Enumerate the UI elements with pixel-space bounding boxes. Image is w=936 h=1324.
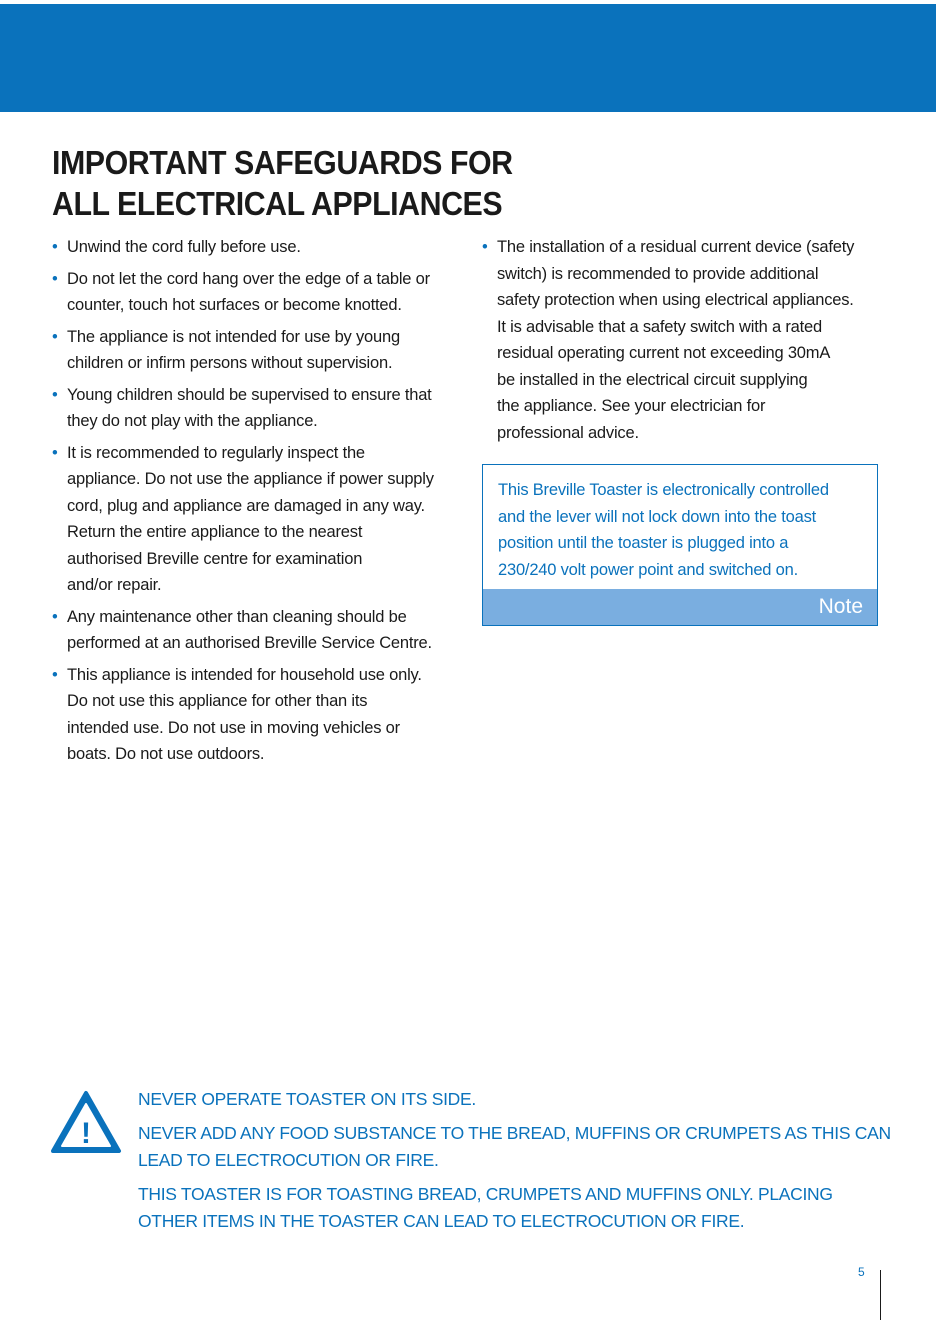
list-item-text: Do not let the cord hang over the edge of a table or counter, touch hot surfaces or become knotted. xyxy=(67,269,430,314)
warning-line: NEVER OPERATE TOASTER ON ITS SIDE. xyxy=(138,1089,476,1109)
note-box xyxy=(482,464,878,626)
list-item xyxy=(52,662,462,768)
page-title-line-1: IMPORTANT SAFEGUARDS FOR xyxy=(52,144,513,181)
list-item-text: It is recommended to regularly inspect the appliance. Do not use the appliance if power supply cord, plug and appliance are damaged in any way. Return the entire appliance to the nearest authorised Breville centre for examination and/or repair. xyxy=(67,443,434,594)
safeguards-left-column xyxy=(52,234,462,773)
list-item-text: The appliance is not intended for use by young children or infirm persons without supervision. xyxy=(67,327,400,372)
list-item xyxy=(52,234,462,261)
list-item-text: This appliance is intended for household use only. Do not use this appliance for other than its intended use. Do not use in moving vehicles or boats. Do not use outdoors. xyxy=(67,665,422,763)
list-item-text: Unwind the cord fully before use. xyxy=(67,238,301,256)
list-item xyxy=(52,324,462,377)
bullet-icon: • xyxy=(52,385,58,404)
list-item-text: The installation of a residual current device (safety switch) is recommended to provide additional safety protection when using electrical appliances. It is advisable that a safety switch with a rated residual operating current not exceeding 30mA be installed in the electrical circuit supplying the appliance. See your electrician for professional advice. xyxy=(497,238,855,442)
note-label-bar xyxy=(483,589,877,625)
bullet-icon: • xyxy=(52,607,58,626)
warning-text xyxy=(138,1086,898,1242)
note-label: Note xyxy=(818,595,863,618)
page-title-line-2: ALL ELECTRICAL APPLIANCES xyxy=(52,185,503,222)
note-text: This Breville Toaster is electronically controlled and the lever will not lock down into the toast position until the toaster is plugged into a 230/240 volt power point and switched on. xyxy=(498,481,829,579)
bullet-icon: • xyxy=(52,269,58,288)
warning-line: NEVER ADD ANY FOOD SUBSTANCE TO THE BREAD, MUFFINS OR CRUMPETS AS THIS CAN LEAD TO ELECTROCUTION OR FIRE. xyxy=(138,1123,891,1170)
list-item xyxy=(52,604,462,657)
warning-triangle-icon xyxy=(50,1090,122,1154)
list-item-text: Young children should be supervised to ensure that they do not play with the appliance. xyxy=(67,385,432,430)
list-item xyxy=(52,440,462,599)
bullet-icon: • xyxy=(482,238,488,256)
list-item xyxy=(52,266,462,319)
page-title xyxy=(52,142,513,224)
header-band xyxy=(0,4,936,112)
list-item-text: Any maintenance other than cleaning should be performed at an authorised Breville Service Centre. xyxy=(67,607,432,652)
bullet-icon: • xyxy=(52,238,58,256)
list-item xyxy=(482,234,882,446)
warning-exclamation-glyph: ! xyxy=(81,1117,91,1150)
bullet-icon: • xyxy=(52,327,58,346)
page-number: 5 xyxy=(858,1265,865,1279)
warning-line: THIS TOASTER IS FOR TOASTING BREAD, CRUMPETS AND MUFFINS ONLY. PLACING OTHER ITEMS IN THE TOASTER CAN LEAD TO ELECTROCUTION OR FIRE. xyxy=(138,1184,833,1231)
bullet-icon: • xyxy=(52,443,58,462)
page-number-rule xyxy=(880,1270,881,1320)
safeguards-right-column xyxy=(482,234,882,451)
bullet-icon: • xyxy=(52,665,58,684)
list-item xyxy=(52,382,462,435)
